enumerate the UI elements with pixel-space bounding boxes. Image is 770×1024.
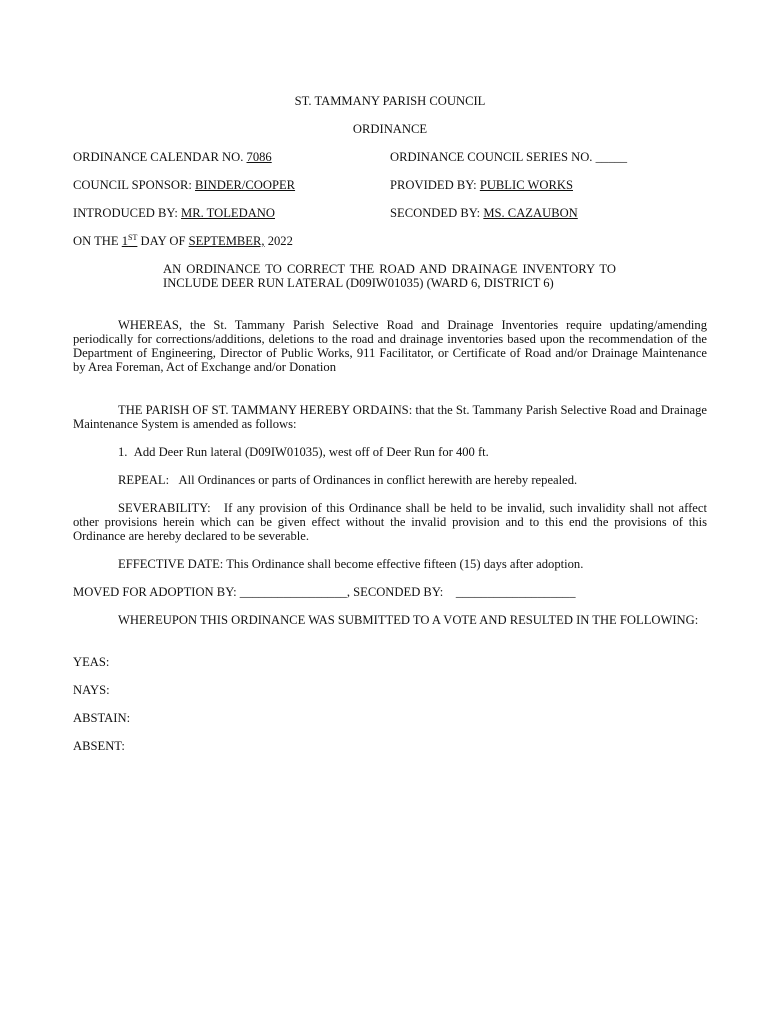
date-day-suffix: ST xyxy=(128,233,138,242)
provided-value: PUBLIC WORKS xyxy=(479,178,573,192)
sponsor-line xyxy=(73,178,295,192)
seconded-by-line xyxy=(390,206,578,220)
series-label: ORDINANCE COUNCIL SERIES NO. xyxy=(390,150,596,164)
seconded-value: MS. CAZAUBON xyxy=(483,206,578,220)
calendar-label: ORDINANCE CALENDAR NO. xyxy=(73,150,247,164)
sponsor-label: COUNCIL SPONSOR: xyxy=(73,178,195,192)
abstain-label: ABSTAIN: xyxy=(73,711,131,725)
date-day: 1ST xyxy=(121,233,138,248)
effective-date-clause: EFFECTIVE DATE: This Ordinance shall become effective fifteen (15) days after adoption. xyxy=(118,557,584,571)
date-prefix: ON THE xyxy=(73,234,122,248)
amendment-item-1: 1. Add Deer Run lateral (D09IW01035), west off of Deer Run for 400 ft. xyxy=(118,445,489,459)
absent-label: ABSENT: xyxy=(73,739,125,753)
introduced-label: INTRODUCED BY: xyxy=(73,206,181,220)
nays-label: NAYS: xyxy=(73,683,110,697)
ordains-paragraph: THE PARISH OF ST. TAMMANY HEREBY ORDAINS: that the St. Tammany Parish Selective Road and Drainage Maintenance System is amended as follows: xyxy=(73,403,707,431)
seconded-label: SECONDED BY: xyxy=(390,206,484,220)
introduced-value: MR. TOLEDANO xyxy=(181,206,275,220)
introduced-by-line xyxy=(73,206,275,220)
series-number-line xyxy=(390,150,627,164)
date-month: SEPTEMBER, xyxy=(188,234,265,248)
whereas-paragraph: WHEREAS, the St. Tammany Parish Selective Road and Drainage Inventories require updating/amending periodically for corrections/additions, deletions to the road and drainage inventories based upon the recommendation of the Department of Engineering, Director of Public Works, 911 Facilitator, or Certificate of Road and/or Drainage Maintenance by Area Foreman, Act of Exchange and/or Donation xyxy=(73,318,707,374)
yeas-label: YEAS: xyxy=(73,655,110,669)
severability-clause: SEVERABILITY: If any provision of this Ordinance shall be held to be invalid, such invalidity shall not affect other provisions herein which can be given effect without the invalid provision and to this end the provisions of this Ordinance are hereby declared to be severable. xyxy=(73,501,707,543)
date-mid: DAY OF xyxy=(137,234,189,248)
date-year: 2022 xyxy=(264,234,293,248)
provided-label: PROVIDED BY: xyxy=(390,178,480,192)
whereupon-paragraph: WHEREUPON THIS ORDINANCE WAS SUBMITTED TO A VOTE AND RESULTED IN THE FOLLOWING: xyxy=(118,613,699,627)
sponsor-value: BINDER/COOPER xyxy=(195,178,296,192)
moved-for-adoption-line: MOVED FOR ADOPTION BY: _________________, SECONDED BY: ___________________ xyxy=(73,585,576,599)
council-heading: ST. TAMMANY PARISH COUNCIL xyxy=(294,94,486,108)
provided-by-line xyxy=(390,178,573,192)
calendar-number: 7086 xyxy=(246,150,272,164)
repeal-clause: REPEAL: All Ordinances or parts of Ordinances in conflict herewith are hereby repealed. xyxy=(118,473,578,487)
series-number: _____ xyxy=(595,150,628,164)
document-type: ORDINANCE xyxy=(352,122,428,136)
calendar-number-line xyxy=(73,150,272,164)
date-line xyxy=(73,234,293,248)
ordinance-title: AN ORDINANCE TO CORRECT THE ROAD AND DRAINAGE INVENTORY TO INCLUDE DEER RUN LATERAL (D09IW01035) (WARD 6, DISTRICT 6) xyxy=(163,262,616,290)
